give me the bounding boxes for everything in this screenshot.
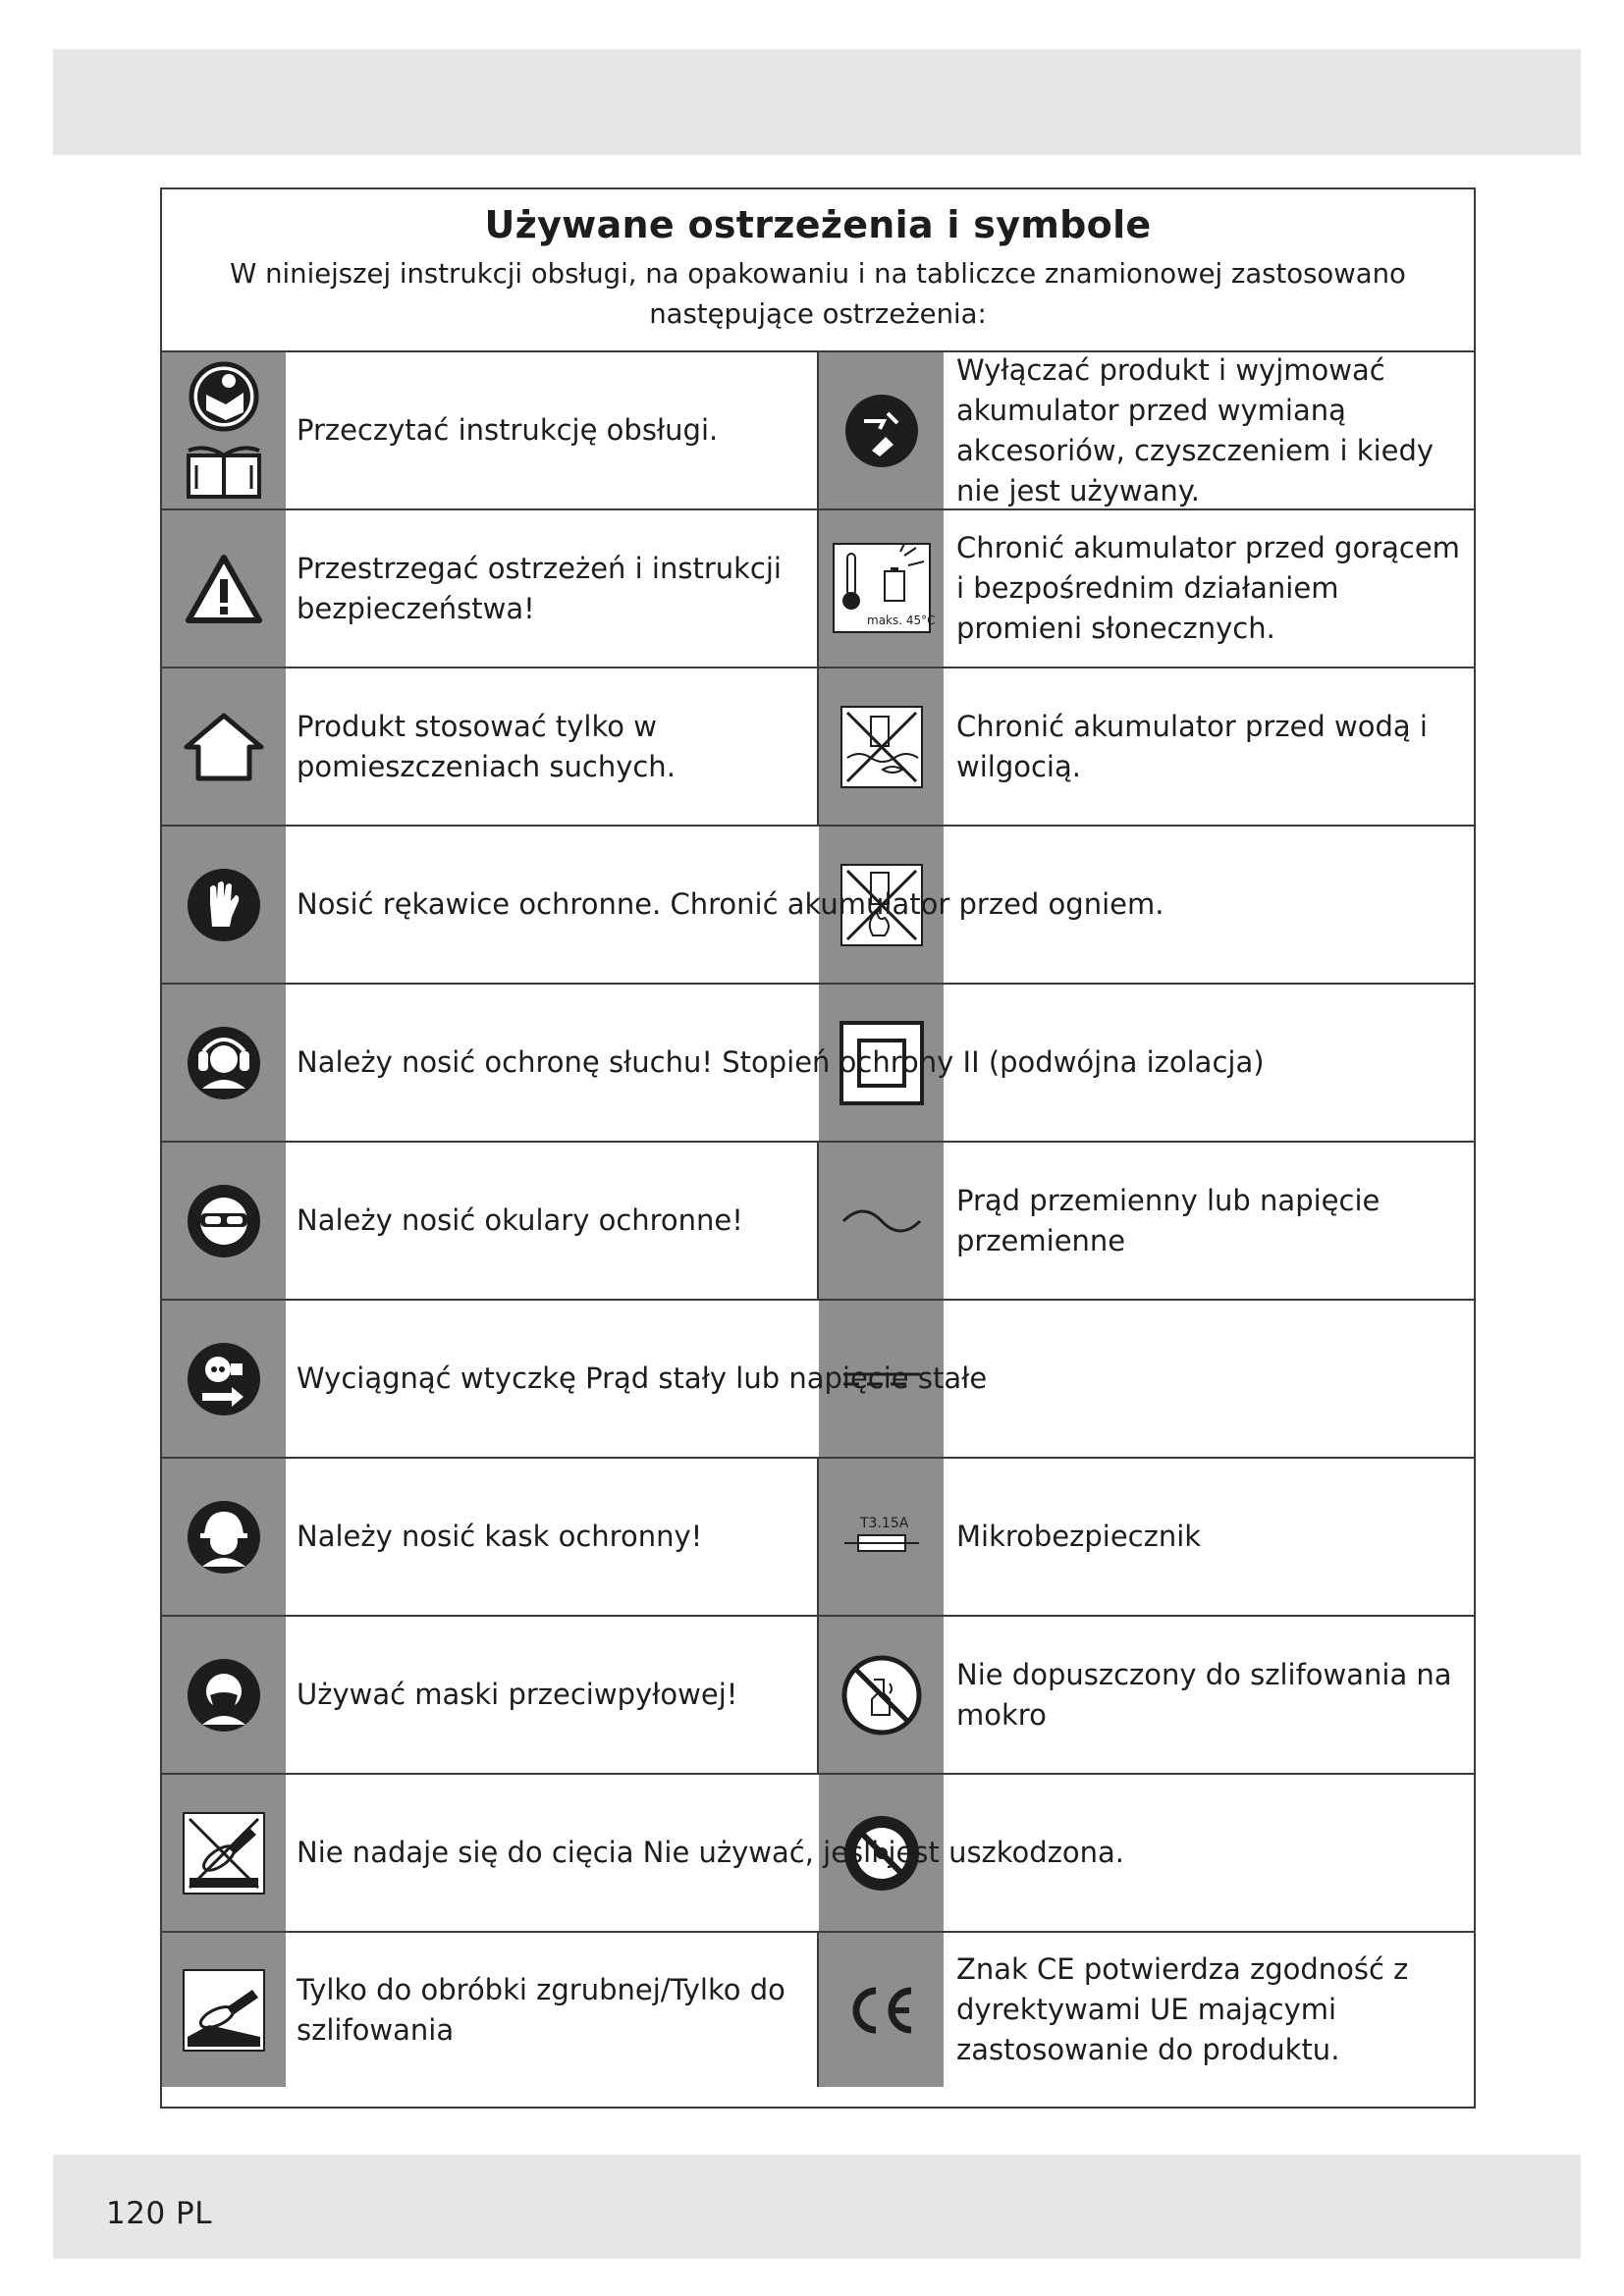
unplug-icon <box>162 1301 286 1457</box>
table-row <box>162 1459 1474 1617</box>
page-title: Używane ostrzeżenia i symbole <box>484 203 1152 246</box>
symbol-text: Nie dopuszczony do szlifowania na mokro <box>956 1657 1452 1732</box>
symbol-text: Chronić akumulator przed gorącem i bezpośrednim działaniem promieni słonecznych. <box>956 531 1460 645</box>
page-number: 120 PL <box>106 2196 212 2231</box>
symbol-text: Wyciągnąć wtyczkę Prąd stały lub napięcie stałe <box>297 1362 988 1395</box>
symbol-text: Nosić rękawice ochronne. Chronić akumulator przed ogniem. <box>297 887 1164 921</box>
dust-mask-icon <box>162 1617 286 1773</box>
symbol-text: Nie nadaje się do cięcia Nie używać, jeśli jest uszkodzona. <box>297 1836 1125 1869</box>
symbol-text: Mikrobezpiecznik <box>956 1520 1202 1553</box>
safety-glasses-icon <box>162 1143 286 1299</box>
intro-text: W niniejszej instrukcji obsługi, na opakowaniu i na tabliczce znamionowej zastosowano następujące ostrzeżenia: <box>230 258 1406 330</box>
table-row <box>162 510 1474 668</box>
table-row <box>162 827 1474 985</box>
battery-water-icon <box>819 668 944 825</box>
table-header <box>162 189 1474 352</box>
symbol-text: Chronić akumulator przed wodą i wilgocią. <box>956 709 1428 783</box>
rough-grinding-icon <box>162 1933 286 2087</box>
symbol-text: Używać maski przeciwpyłowej! <box>297 1678 738 1711</box>
symbol-text: Znak CE potwierdza zgodność z dyrektywami UE mającymi zastosowanie do produktu. <box>956 1952 1409 2066</box>
no-cutting-icon <box>162 1775 286 1931</box>
table-row <box>162 1617 1474 1775</box>
helmet-icon <box>162 1459 286 1615</box>
icon-label: maks. 45°C <box>866 613 936 627</box>
ear-protection-icon <box>162 985 286 1141</box>
bottom-band <box>53 2155 1581 2259</box>
fuse-icon <box>819 1459 944 1615</box>
table-row <box>162 985 1474 1143</box>
symbol-text: Wyłączać produkt i wyjmować akumulator przed wymianą akcesoriów, czyszczeniem i kiedy nie jest używany. <box>956 352 1435 507</box>
icon-label: T3.15A <box>859 1515 908 1531</box>
no-wet-grinding-icon <box>819 1617 944 1773</box>
gloves-icon <box>162 827 286 983</box>
read-manual-icon <box>162 352 286 508</box>
symbol-text: Produkt stosować tylko w pomieszczeniach suchych. <box>297 709 676 783</box>
symbol-text: Należy nosić ochronę słuchu! Stopień ochrony II (podwójna izolacja) <box>297 1045 1265 1079</box>
symbols-table <box>160 187 1476 2109</box>
table-row <box>162 1775 1474 1933</box>
ce-mark-icon <box>819 1933 944 2087</box>
battery-heat-icon <box>819 510 944 667</box>
top-band <box>53 49 1581 155</box>
symbol-text: Prąd przemienny lub napięcie przemienne <box>956 1183 1380 1257</box>
house-icon <box>162 668 286 825</box>
table-row <box>162 668 1474 827</box>
symbol-text: Przeczytać instrukcję obsługi. <box>297 413 719 447</box>
table-row <box>162 1143 1474 1301</box>
disconnect-battery-icon <box>819 352 944 508</box>
symbol-text: Należy nosić okulary ochronne! <box>297 1203 743 1237</box>
table-row <box>162 1301 1474 1459</box>
symbol-text: Należy nosić kask ochronny! <box>297 1520 703 1553</box>
ac-wave-icon <box>819 1143 944 1299</box>
symbol-text: Tylko do obróbki zgrubnej/Tylko do szlifowania <box>297 1972 785 2047</box>
table-row <box>162 1933 1474 2087</box>
symbol-text: Przestrzegać ostrzeżeń i instrukcji bezpieczeństwa! <box>297 551 782 625</box>
table-row <box>162 352 1474 510</box>
warning-triangle-icon <box>162 510 286 667</box>
